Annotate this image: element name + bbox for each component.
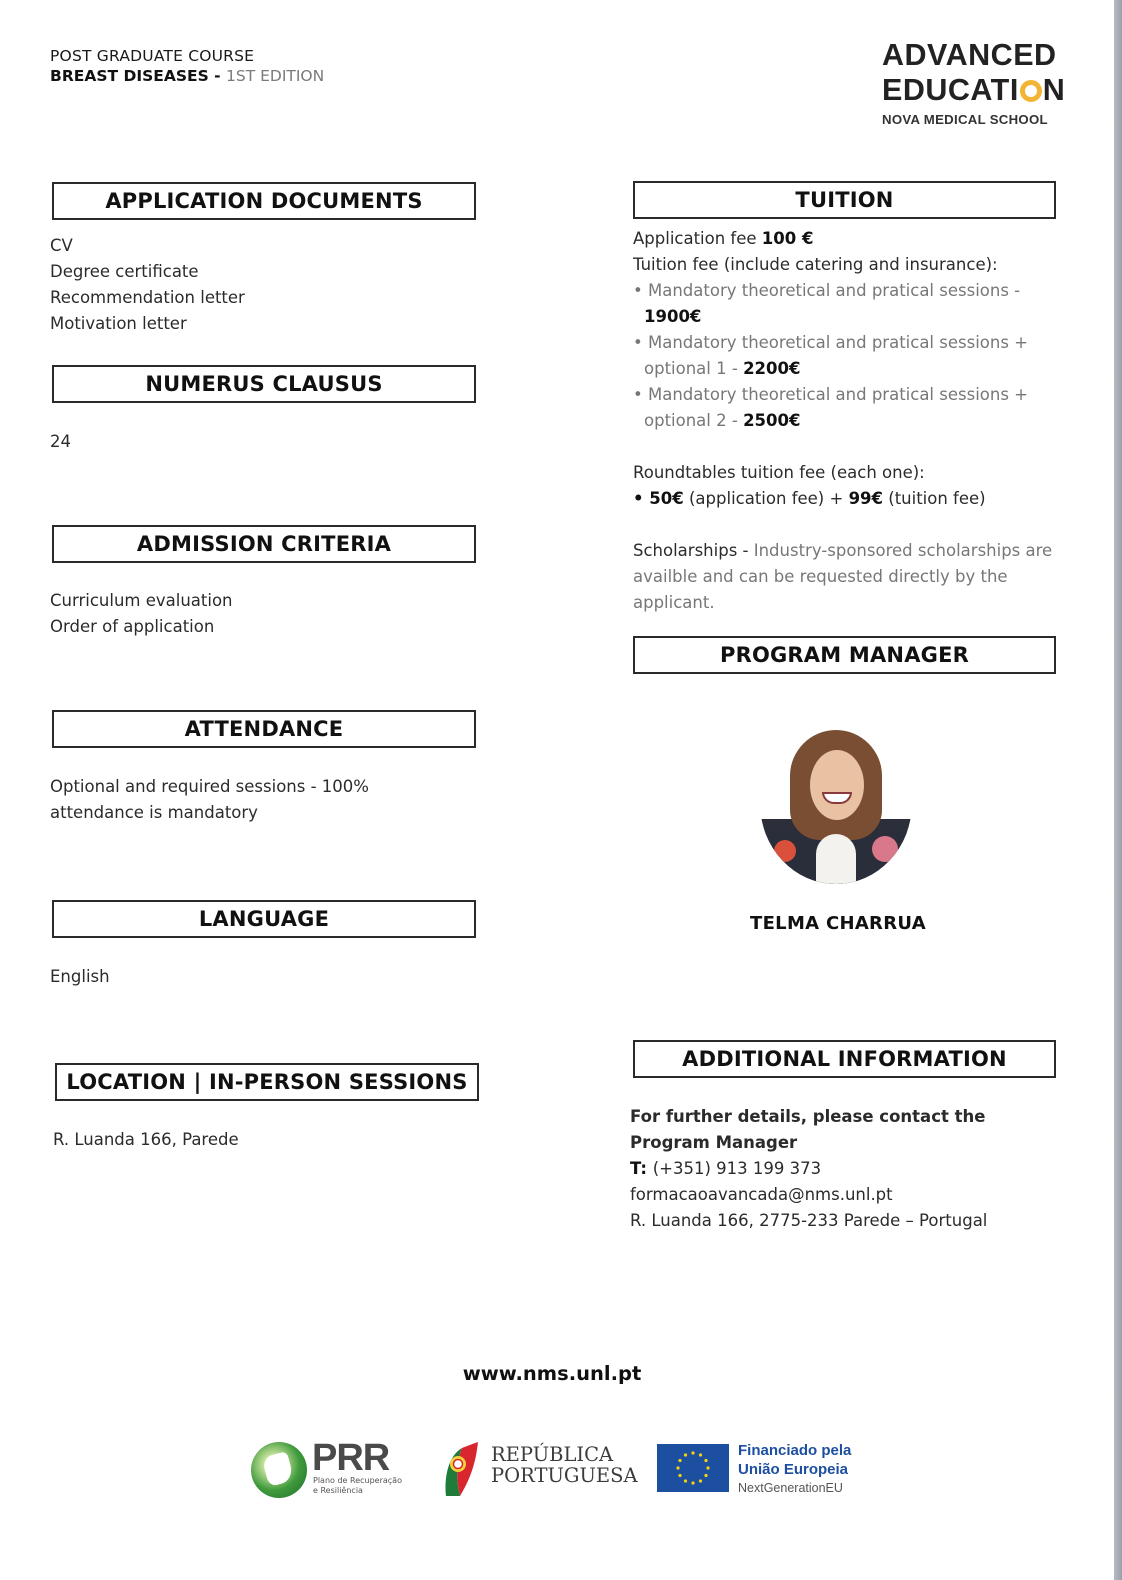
eu-star-icon <box>704 1474 707 1477</box>
section-header-numerus-clausus: NUMERUS CLAUSUS <box>52 365 476 403</box>
tuition-option: • Mandatory theoretical and pratical sessions + optional 1 - 2200€ <box>633 333 1029 378</box>
program-manager-photo <box>760 722 912 884</box>
application-fee <box>633 226 1073 252</box>
prr-logo <box>251 1437 421 1500</box>
course-name-line <box>50 66 324 86</box>
program-manager-name: TELMA CHARRUA <box>750 913 926 934</box>
portugal-flag-icon <box>442 1442 478 1496</box>
location-value: R. Luanda 166, Parede <box>53 1130 239 1149</box>
section-header-application-documents: APPLICATION DOCUMENTS <box>52 182 476 220</box>
eu-star-icon <box>678 1474 681 1477</box>
scholarships-label: Scholarships - <box>633 541 754 560</box>
eu-star-icon <box>684 1479 687 1482</box>
course-name: BREAST DISEASES <box>50 67 209 85</box>
roundtables-tuition-price: 99€ <box>848 489 884 508</box>
attendance-line: Optional and required sessions - 100% <box>50 777 369 796</box>
list-item: Recommendation letter <box>50 288 245 307</box>
section-header-location: LOCATION | IN-PERSON SESSIONS <box>55 1063 479 1101</box>
list-item: Degree certificate <box>50 262 199 281</box>
section-header-attendance: ATTENDANCE <box>52 710 476 748</box>
roundtables-application-price: 50€ <box>649 489 684 508</box>
republica-portuguesa-logo <box>442 1442 638 1498</box>
prr-subtitle <box>313 1476 402 1496</box>
scholarships <box>633 538 1073 616</box>
eu-star-icon <box>699 1453 702 1456</box>
eu-line: Financiado pela <box>738 1442 852 1459</box>
logo-line-2 <box>882 73 1072 108</box>
eu-star-icon <box>676 1466 679 1469</box>
eu-flag-icon <box>657 1444 729 1492</box>
photo-pattern <box>774 840 796 862</box>
tuition-fee-label: Tuition fee (include catering and insurance): <box>633 255 998 274</box>
section-header-admission-criteria: ADMISSION CRITERIA <box>52 525 476 563</box>
eu-star-icon <box>684 1453 687 1456</box>
tuition-option-price: 2500€ <box>743 411 801 430</box>
list-item: Curriculum evaluation <box>50 591 233 610</box>
contact-intro: For further details, please contact the Program Manager <box>630 1107 986 1152</box>
logo-subtitle: NOVA MEDICAL SCHOOL <box>882 112 1048 127</box>
section-header-tuition: TUITION <box>633 181 1056 219</box>
eu-line: NextGenerationEU <box>738 1481 843 1495</box>
prr-subtitle-line: Plano de Recuperação <box>313 1476 402 1485</box>
eu-funding-text <box>738 1441 851 1497</box>
page-edge-shadow <box>1114 0 1122 1580</box>
tuition-option-price: 2200€ <box>743 359 801 378</box>
spacer <box>633 434 1073 460</box>
list-item: Motivation letter <box>50 314 187 333</box>
prr-circle-icon <box>251 1442 307 1498</box>
tuition-option-price: 1900€ <box>644 307 702 326</box>
contact-address: R. Luanda 166, 2775-233 Parede – Portugal <box>630 1211 988 1230</box>
logo-line-1: ADVANCED <box>882 38 1057 72</box>
attendance-text <box>50 774 369 826</box>
logo-line-2-end: N <box>1042 73 1066 107</box>
eu-star-icon <box>699 1479 702 1482</box>
section-header-additional-information: ADDITIONAL INFORMATION <box>633 1040 1056 1078</box>
tuition-details <box>633 226 1073 616</box>
attendance-line: attendance is mandatory <box>50 803 258 822</box>
contact-email[interactable]: formacaoavancada@nms.unl.pt <box>630 1185 893 1204</box>
list-item: CV <box>50 236 73 255</box>
spacer <box>633 512 1073 538</box>
eu-star-icon <box>691 1481 694 1484</box>
course-separator: - <box>208 67 226 85</box>
photo-shirt <box>816 834 856 884</box>
roundtables-fees: • 50€ (application fee) + 99€ (tuition fee) <box>633 489 986 508</box>
eu-star-icon <box>691 1451 694 1454</box>
eu-star-icon <box>678 1459 681 1462</box>
language-value: English <box>50 967 110 986</box>
course-type: POST GRADUATE COURSE <box>50 47 255 65</box>
republica-line: REPÚBLICA <box>491 1443 614 1466</box>
eu-line: União Europeia <box>738 1461 849 1478</box>
logo-ring-icon <box>1020 80 1042 102</box>
application-fee-value: 100 € <box>761 229 814 248</box>
course-edition: 1ST EDITION <box>226 67 325 85</box>
scholarships-text: Industry-sponsored scholarships are availble and can be requested directly by the applicant. <box>633 541 1053 612</box>
application-fee-label: Application fee <box>633 229 762 248</box>
phone-label: T: <box>630 1159 653 1178</box>
eu-star-icon <box>704 1459 707 1462</box>
contact-phone <box>630 1156 1070 1182</box>
application-documents-list <box>50 233 245 337</box>
eu-funding-logo <box>657 1442 867 1498</box>
tuition-option-text: Mandatory theoretical and pratical sessions + optional 2 - <box>644 385 1029 430</box>
numerus-clausus-value: 24 <box>50 432 71 451</box>
prr-wordmark: PRR <box>312 1437 390 1479</box>
prr-subtitle-line: e Resiliência <box>313 1486 363 1495</box>
photo-face <box>810 750 864 820</box>
logo-line-2-start: EDUCATI <box>882 73 1019 107</box>
roundtables-tuition-text: (tuition fee) <box>883 489 986 508</box>
photo-pattern <box>872 836 898 862</box>
phone-number[interactable]: (+351) 913 199 373 <box>652 1159 822 1178</box>
tuition-option: • Mandatory theoretical and pratical sessions + optional 2 - 2500€ <box>633 385 1029 430</box>
republica-line: PORTUGUESA <box>491 1464 638 1487</box>
eu-star-icon <box>706 1466 709 1469</box>
admission-criteria-list <box>50 588 233 640</box>
tuition-option-text: Mandatory theoretical and pratical sessions + optional 1 - <box>644 333 1029 378</box>
roundtables-label: Roundtables tuition fee (each one): <box>633 463 925 482</box>
tuition-option: • Mandatory theoretical and pratical sessions - 1900€ <box>633 281 1021 326</box>
list-item: Order of application <box>50 617 215 636</box>
tuition-option-text: Mandatory theoretical and pratical sessions - <box>647 281 1021 300</box>
advanced-education-logo <box>882 38 1072 127</box>
additional-information-details <box>630 1104 1070 1234</box>
republica-text <box>491 1444 638 1486</box>
section-header-language: LANGUAGE <box>52 900 476 938</box>
roundtables-application-text: (application fee) + <box>683 489 849 508</box>
section-header-program-manager: PROGRAM MANAGER <box>633 636 1056 674</box>
website-link[interactable]: www.nms.unl.pt <box>462 1362 642 1385</box>
